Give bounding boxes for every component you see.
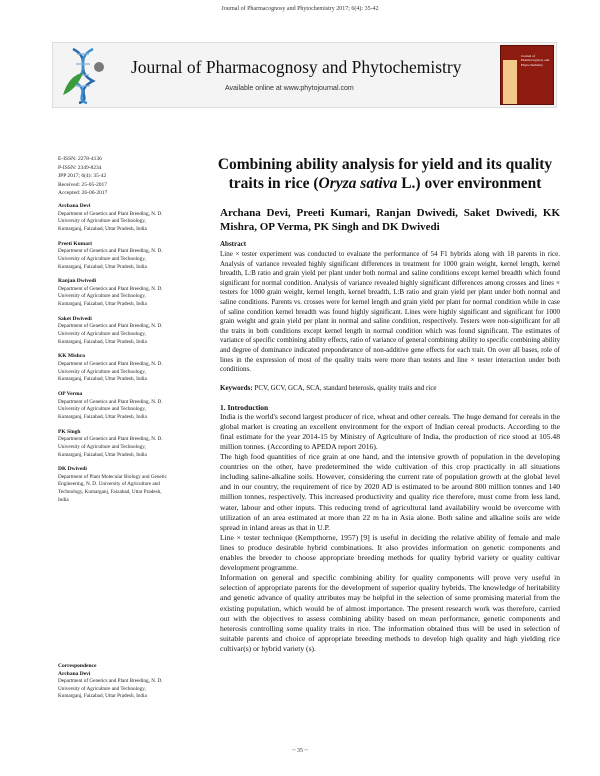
author-name: Archana Devi <box>58 203 91 209</box>
received-date: Received: 25-05-2017 <box>58 181 108 188</box>
author-block <box>58 203 170 234</box>
keywords-label: Keywords: <box>220 383 253 392</box>
author-block <box>58 353 170 384</box>
intro-paragraph: India is the world's second largest producer of rice, wheat and other cereals. The huge demand for cereals in the global market is creating an excellent environment for the export of Indian cereal products. According to the final estimate for the year 2014-15 by Ministry of Agriculture of India, the production of rice stood at 105.48 million tonnes. (According to APEDA report 2016). <box>220 411 560 451</box>
author-block <box>58 391 170 422</box>
author-name: Ranjan Dwivedi <box>58 278 97 285</box>
title-line-1: Combining ability analysis for yield and its quality <box>217 156 553 173</box>
dna-leaf-logo-icon <box>59 45 109 105</box>
cover-badge <box>503 60 517 104</box>
author-affiliation: Department of Genetics and Plant Breeding, N. D. University of Agriculture and Technology, Kumarganj, Faizabad, Uttar Pradesh, India <box>58 398 163 420</box>
author-name: Preeti Kumari <box>58 240 92 247</box>
author-affiliation: Department of Genetics and Plant Breeding, N. D. University of Agriculture and Technology, Kumarganj, Faizabad, Uttar Pradesh, India <box>58 210 163 232</box>
e-issn: E-ISSN: 2278-4136 <box>58 156 102 162</box>
journal-banner <box>52 42 557 108</box>
keywords-text: PCV, GCV, GCA, SCA, standard heterosis, quality traits and rice <box>252 383 437 392</box>
author-name: PK Singh <box>58 428 81 435</box>
author-affiliation: Department of Genetics and Plant Breeding, N. D. University of Agriculture and Technology, Kumarganj, Faizabad, Uttar Pradesh, India <box>58 360 163 383</box>
correspondence <box>58 663 170 701</box>
intro-paragraph: Information on general and specific combining ability for quality components will prove very useful in selection of appropriate parents for the development of superior quality hybrids. The knowledge of heritability and genetic advance of quality attributes may be helpful in the selection of some promising material from the existing population, which would be of almost importance. The present research work was therefore, carried out with the objectives to assess combining ability based on mean performance, genetic components and heterosis controlling some quality traits in rice. The information obtained thus will be used in selection of suitable parents and choice of appropriate breeding methods to develop high quality and high yielding rice cultivar(s) or hybrid variety (s). <box>220 573 560 653</box>
author-affiliations <box>58 203 170 512</box>
author-block <box>58 316 170 347</box>
correspondence-name: Archana Devi <box>58 670 91 677</box>
journal-cover-thumbnail <box>500 45 554 105</box>
author-block <box>58 278 170 309</box>
volume-info: JPP 2017; 6(4): 35-42 <box>58 173 107 179</box>
author-block <box>58 429 170 460</box>
running-head: Journal of Pharmacognosy and Phytochemistry 2017; 6(4): 35-42 <box>221 6 379 12</box>
intro-paragraph: The high food quantities of rice grain at one hand, and the intensive growth of population in the developing countries on the other, have predetermined the wide cultivation of this crop practically in all situations including saline-alkaline soils. However, considering the current rate of population growth at the global level and in our country, the requirement of rice by 2020 AD is estimated to be around 800 million tonnes and 140 million tonnes, respectively. This increased productivity and quality rice therefore, must come from less land, water, labour and other inputs. This reducing trend of agricultural land availability would be overcome with utilization of an area estimated at more than 22 m ha in Asia alone. Both saline and alkaline soils are wide spread in inland areas as that in U.P. <box>220 452 560 532</box>
abstract-text: Line × tester experiment was conducted to evaluate the performance of 54 F1 hybrids along with 18 parents in rice. Analysis of variance revealed highly significant differences in treatment for 1000 grain weight, kernel length, kernel breadth, L:B ratio and grain yield per plant under both normal and saline conditions except kernel breadth which found significant for normal condition. Analysis of variance revealed highly significant differences among crosses and lines × testers for 1000 grain weight, kernel length, kernel breadth, L:B ratio and grain yield per plant under both normal and saline conditions. Parents vs. crosses were for kernel length and grain yield per plant for normal condition while in case of saline condition kernel breadth was found highly significant. Lines were highly significant and significant for 1000 grain weight and grain yield per plant in normal and saline condition, respectively. Testers were non-significant for all the traits in both conditions except kernel length in normal condition which was found significant. The estimates of variance of specific combining ability effects, ratio of variance of general combining ability to specific combining ability and degree of dominance indicated preponderance of non-additive gene effects for each trait. On over all bases, role of lines in the expression of most of the quality traits were more than testers and line × tester interaction under both conditions. <box>220 250 560 374</box>
paper-authors: Archana Devi, Preeti Kumari, Ranjan Dwivedi, Saket Dwivedi, KK Mishra, OP Verma, PK Singh and DK Dwivedi <box>220 207 560 233</box>
cover-text: Journal of Pharmacognosy and Phytochemistry <box>521 54 550 67</box>
author-name: KK Mishra <box>58 353 86 360</box>
paper-title <box>190 155 560 193</box>
accepted-date: Accepted: 26-06-2017 <box>58 190 108 196</box>
page-number: ~ 35 ~ <box>292 748 308 754</box>
main-column <box>190 155 560 654</box>
intro-paragraph: Line × tester technique (Kempthorne, 1957) [9] is useful in deciding the relative ability of female and male lines to produce desirable hybrid combinations. It also provides information on genetic components and enables the breeder to choose appropriate breeding methods for quality hybrid variety or quality cultivar development programme. <box>220 532 560 573</box>
abstract-heading: Abstract <box>220 240 247 248</box>
journal-url-line[interactable]: Available online at www.phytojournal.com <box>225 85 354 92</box>
author-name: Saket Dwivedi <box>58 315 92 322</box>
author-affiliation: Department of Genetics and Plant Breeding, N. D. University of Agriculture and Technology, Kumarganj, Faizabad, Uttar Pradesh, India <box>58 285 163 308</box>
intro-heading: 1. Introduction <box>220 402 269 412</box>
title-line-2a: traits in rice ( <box>228 175 319 192</box>
author-block <box>58 241 170 272</box>
title-species: Oryza sativa <box>318 175 398 192</box>
p-issn: P-ISSN: 2349-8234 <box>58 164 102 171</box>
author-name: OP Verma <box>58 391 83 398</box>
author-block <box>58 466 170 504</box>
author-affiliation: Department of Genetics and Plant Breeding, N. D. University of Agriculture and Technology, Kumarganj, Faizabad, Uttar Pradesh, India <box>58 248 163 270</box>
title-line-2b: L.) over environment <box>397 175 542 192</box>
keywords <box>190 384 560 393</box>
article-meta <box>58 155 107 198</box>
author-affiliation: Department of Genetics and Plant Breeding, N. D. University of Agriculture and Technology, Kumarganj, Faizabad, Uttar Pradesh, India <box>58 323 163 345</box>
correspondence-affiliation: Department of Genetics and Plant Breeding, N. D. University of Agriculture and Technology, Kumarganj, Faizabad, Uttar Pradesh, India <box>58 678 163 700</box>
author-affiliation: Department of Genetics and Plant Breeding, N. D. University of Agriculture and Technology, Kumarganj, Faizabad, Uttar Pradesh, India <box>58 436 163 458</box>
author-name: DK Dwivedi <box>58 466 87 473</box>
journal-title: Journal of Pharmacognosy and Phytochemistry <box>131 57 462 77</box>
author-affiliation: Department of Plant Molecular Biology and Genetic Engineering, N. D. University of Agriculture and Technology, Kumarganj, Faizabad, Uttar Pradesh, India <box>58 473 167 503</box>
correspondence-heading: Correspondence <box>58 663 97 669</box>
intro-body <box>190 412 560 654</box>
